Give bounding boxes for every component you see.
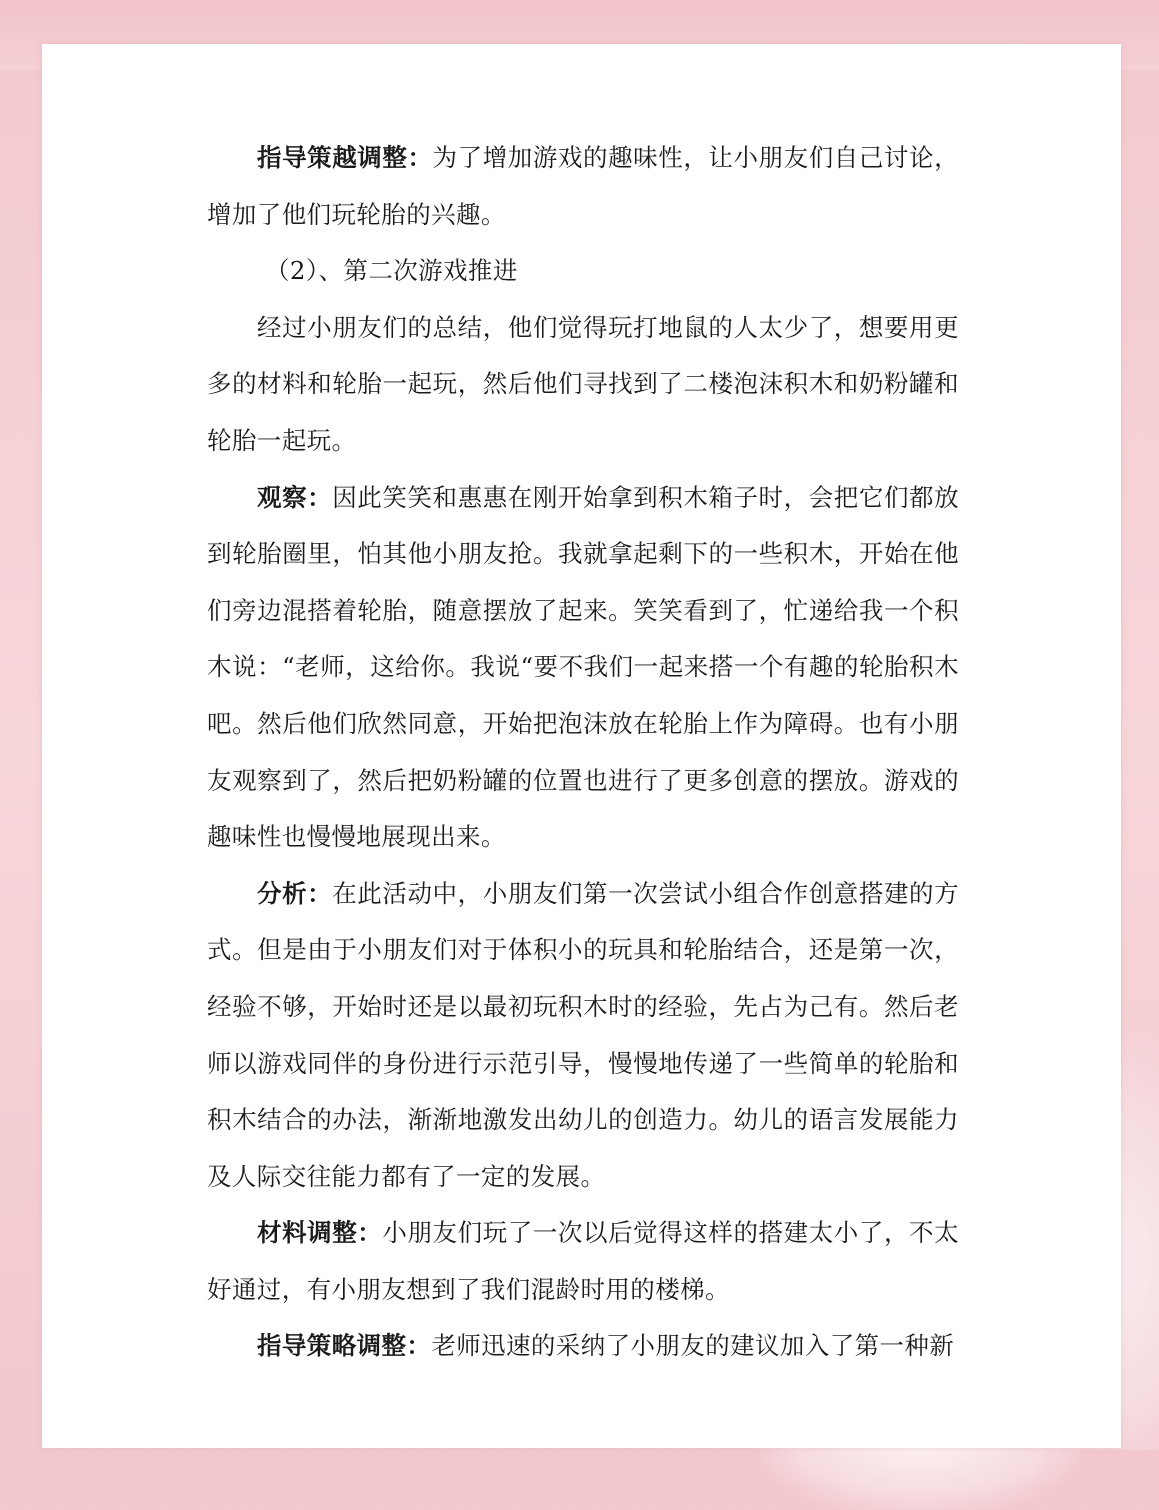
paragraph-label: 指导策略调整： xyxy=(257,1331,432,1361)
paragraph-text: 为了增加游戏的趣味性，让小朋友们自己讨论，增加了他们玩轮胎的兴趣。 xyxy=(207,143,959,229)
paragraph-strategy-adjustment xyxy=(207,1318,959,1375)
document-body xyxy=(207,130,959,1375)
paragraph-text: 因此笑笑和惠惠在刚开始拿到积木箱子时，会把它们都放到轮胎圈里，怕其他小朋友抢。我就拿起剩下的一些积木，开始在他们旁边混搭着轮胎，随意摆放了起来。笑笑看到了，忙递给我一个积木说：“老师，这给你。我说“要不我们一起来搭一个有趣的轮胎积木吧。然后他们欣然同意，开始把泡沫放在轮胎上作为障碍。也有小朋友观察到了，然后把奶粉罐的位置也进行了更多创意的摆放。游戏的趣味性也慢慢地展现出来。 xyxy=(207,482,959,852)
paragraph-summary xyxy=(207,300,959,470)
paragraph-label: 分析： xyxy=(257,878,333,908)
paragraph-label: 观察： xyxy=(257,482,333,512)
paragraph-text: 在此活动中，小朋友们第一次尝试小组合作创意搭建的方式。但是由于小朋友们对于体积小的玩具和轮胎结合，还是第一次，经验不够，开始时还是以最初玩积木时的经验，先占为己有。然后老师以游戏同伴的身份进行示范引导，慢慢地传递了一些简单的轮胎和积木结合的办法，渐渐地激发出幼儿的创造力。幼儿的语言发展能力及人际交往能力都有了一定的发展。 xyxy=(207,878,959,1191)
paragraph-text: 老师迅速的采纳了小朋友的建议加入了第一种新 xyxy=(431,1331,955,1361)
section-heading-second-game xyxy=(207,243,959,300)
paragraph-label: 材料调整： xyxy=(257,1218,383,1248)
paragraph-analysis xyxy=(207,866,959,1206)
paragraph-text: （2）、第二次游戏推进 xyxy=(265,256,518,286)
paragraph-observation xyxy=(207,470,959,866)
paragraph-guidance-adjustment xyxy=(207,130,959,243)
paragraph-text: 经过小朋友们的总结，他们觉得玩打地鼠的人太少了，想要用更多的材料和轮胎一起玩，然后他们寻找到了二楼泡沫积木和奶粉罐和轮胎一起玩。 xyxy=(207,312,959,455)
paragraph-text: 小朋友们玩了一次以后觉得这样的搭建太小了，不太好通过，有小朋友想到了我们混龄时用的楼梯。 xyxy=(207,1218,959,1304)
paragraph-label: 指导策越调整： xyxy=(257,143,433,172)
paragraph-material-adjustment xyxy=(207,1205,959,1318)
